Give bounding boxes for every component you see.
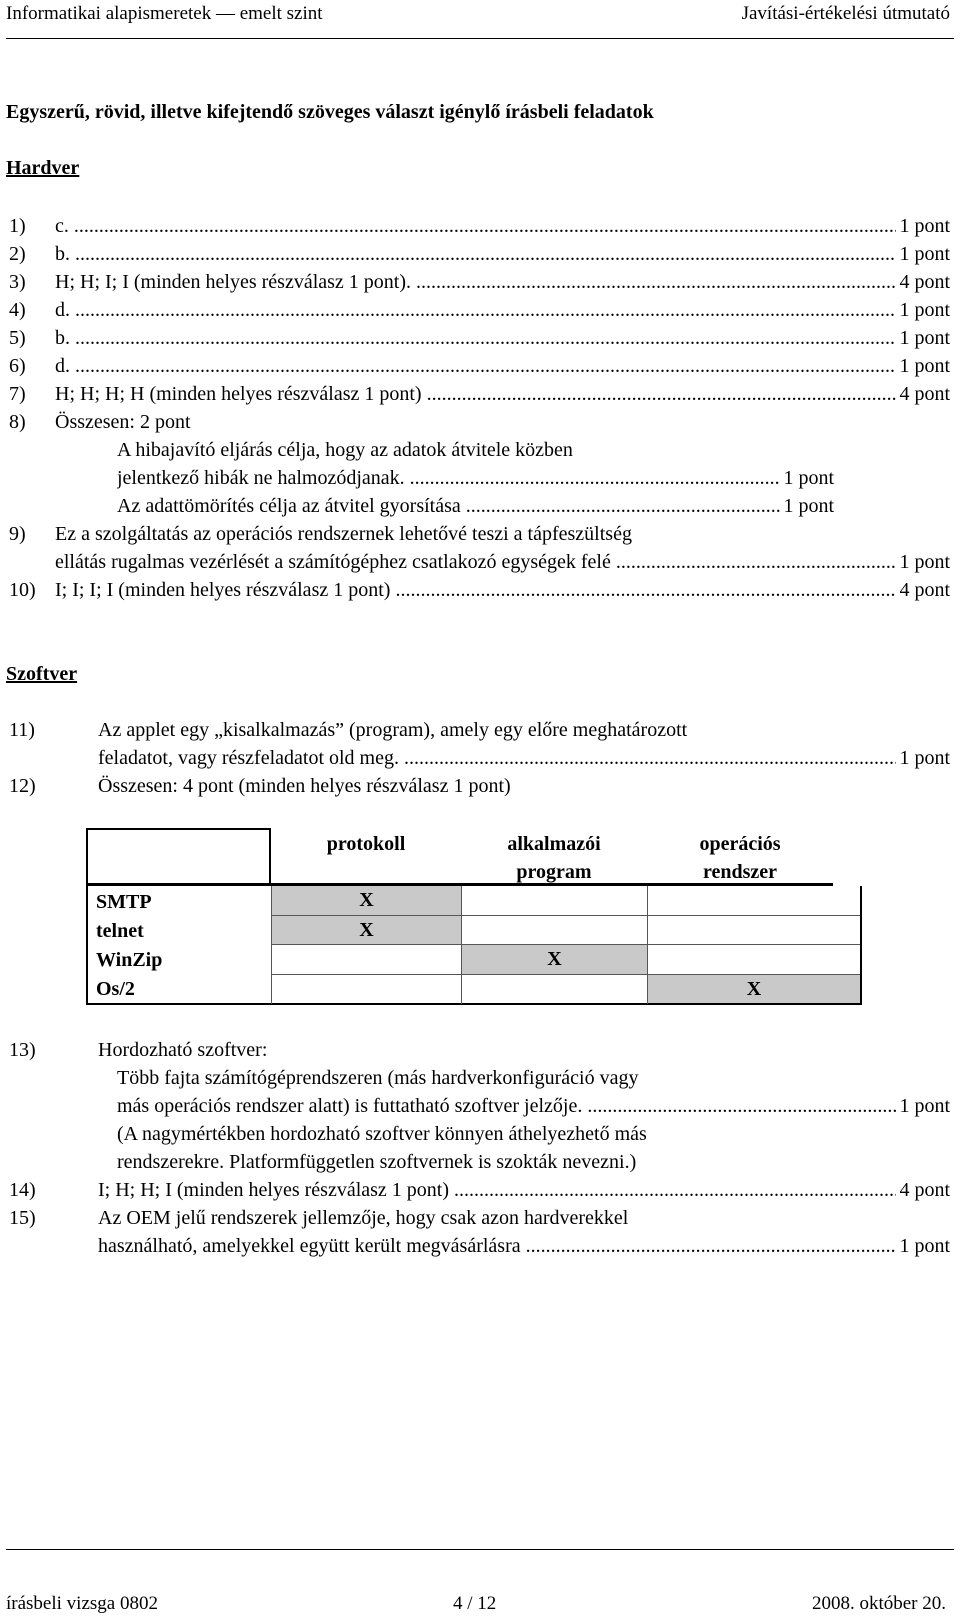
answer-line: [0, 1232, 960, 1260]
item-text: (A nagymértékben hordozható szoftver könnyen áthelyezhető más: [117, 1123, 647, 1145]
header-right: Javítási-értékelési útmutató: [741, 3, 950, 24]
item-points: 1 pont: [896, 744, 950, 772]
column-header: alkalmazói program: [507, 833, 601, 883]
item-text: Az OEM jelű rendszerek jellemzője, hogy csak azon hardverekkel: [98, 1207, 629, 1229]
page-number: 4 / 12: [453, 1593, 497, 1614]
answer-line: [0, 436, 960, 464]
x-mark: X: [359, 889, 374, 911]
item-text: feladatot, vagy részfeladatot old meg.: [98, 747, 399, 769]
footer-divider: [6, 1549, 954, 1550]
answer-item: [0, 1204, 960, 1232]
item-text: I; I; I; I (minden helyes részválasz 1 pont): [55, 579, 391, 601]
item-points: 1 pont: [896, 1232, 950, 1260]
item-text: Hordozható szoftver:: [98, 1039, 268, 1061]
item-number: 13): [9, 1039, 36, 1061]
item-number: 2): [9, 243, 26, 265]
item-points: 1 pont: [780, 492, 834, 520]
item-number: 15): [9, 1207, 36, 1229]
answer-item: [0, 772, 960, 800]
row-label: telnet: [96, 920, 144, 942]
item-number: 7): [9, 383, 26, 405]
answer-item: [0, 520, 960, 548]
answer-item: [0, 1176, 960, 1204]
section-heading-hardver: Hardver: [6, 157, 80, 179]
item-points: 1 pont: [896, 324, 950, 352]
item-text: ellátás rugalmas vezérlését a számítógéphez csatlakozó egységek felé: [55, 551, 611, 573]
answer-item: [0, 296, 960, 324]
answer-item: [0, 1036, 960, 1064]
answer-line: [0, 1064, 960, 1092]
item-text: Az applet egy „kisalkalmazás” (program), amely egy előre meghatározott: [98, 719, 688, 741]
answer-line: [0, 492, 960, 520]
item-text: jelentkező hibák ne halmozódjanak.: [117, 467, 405, 489]
item-points: 1 pont: [896, 1092, 950, 1120]
answer-item: [0, 212, 960, 240]
row-label: SMTP: [96, 891, 152, 913]
column-header: protokoll: [326, 833, 406, 855]
answer-line: [0, 1148, 960, 1176]
item-points: 1 pont: [896, 240, 950, 268]
item-points: 1 pont: [896, 212, 950, 240]
item-number: 12): [9, 775, 36, 797]
answer-item: [0, 408, 960, 436]
section-heading-szoftver: Szoftver: [6, 663, 78, 685]
header-divider: [6, 38, 954, 39]
item-text: A hibajavító eljárás célja, hogy az adatok átvitele közben: [117, 439, 573, 461]
item-text: Összesen: 2 pont: [55, 411, 191, 433]
item-number: 1): [9, 215, 26, 237]
item-points: 1 pont: [896, 352, 950, 380]
footer-date: 2008. október 20.: [811, 1593, 946, 1614]
item-text: Az adattömörítés célja az átvitel gyorsítása: [117, 495, 461, 517]
item-text: d.: [55, 299, 70, 321]
item-points: 4 pont: [896, 380, 950, 408]
item-text: Összesen: 4 pont (minden helyes részválasz 1 pont): [98, 775, 511, 797]
item-text: H; H; H; H (minden helyes részválasz 1 pont): [55, 383, 422, 405]
item-number: 11): [9, 719, 35, 741]
page-title: Egyszerű, rövid, illetve kifejtendő szöveges választ igénylő írásbeli feladatok: [6, 101, 654, 123]
row-label: WinZip: [96, 949, 163, 971]
answer-item: [0, 240, 960, 268]
answer-item: [0, 268, 960, 296]
answer-item: [0, 716, 960, 744]
item-text: Ez a szolgáltatás az operációs rendszernek lehetővé teszi a tápfeszültség: [55, 523, 632, 545]
item-text: b.: [55, 243, 70, 265]
item-text: rendszerekre. Platformfüggetlen szoftvernek is szokták nevezni.): [117, 1151, 637, 1173]
item-text: I; H; H; I (minden helyes részválasz 1 pont): [98, 1179, 450, 1201]
x-mark: X: [746, 978, 762, 1000]
answer-line: [0, 464, 960, 492]
item-number: 9): [9, 523, 26, 545]
item-text: H; H; I; I (minden helyes részválasz 1 pont).: [55, 271, 412, 293]
item-text: c.: [55, 215, 69, 237]
header-left: Informatikai alapismeretek — emelt szint: [6, 3, 323, 24]
column-header: operációs rendszer: [699, 833, 781, 883]
answer-item: [0, 324, 960, 352]
item-points: 1 pont: [780, 464, 834, 492]
answer-item: [0, 576, 960, 604]
answer-line: [0, 1092, 960, 1120]
item-number: 3): [9, 271, 26, 293]
answer-item: [0, 380, 960, 408]
table-corner-cell: [86, 828, 271, 886]
answer-line: [0, 744, 960, 772]
x-mark: X: [359, 919, 374, 941]
item-points: 4 pont: [896, 576, 950, 604]
answer-line: [0, 548, 960, 576]
item-text: más operációs rendszer alatt) is futtatható szoftver jelzője.: [117, 1095, 583, 1117]
answer-table: [86, 828, 862, 1036]
item-text: b.: [55, 327, 70, 349]
item-points: 1 pont: [896, 548, 950, 576]
item-number: 6): [9, 355, 26, 377]
item-text: használható, amelyekkel együtt került megvásárlásra: [98, 1235, 521, 1257]
footer-left: írásbeli vizsga 0802: [6, 1593, 158, 1614]
item-text: Több fajta számítógéprendszeren (más hardverkonfiguráció vagy: [117, 1067, 639, 1089]
row-label: Os/2: [96, 978, 135, 1000]
item-number: 4): [9, 299, 26, 321]
answer-line: [0, 1120, 960, 1148]
item-points: 4 pont: [896, 1176, 950, 1204]
x-mark: X: [547, 948, 562, 970]
item-number: 10): [9, 579, 36, 601]
item-text: d.: [55, 355, 70, 377]
item-points: 4 pont: [896, 268, 950, 296]
item-number: 5): [9, 327, 26, 349]
item-points: 1 pont: [896, 296, 950, 324]
item-number: 8): [9, 411, 26, 433]
item-number: 14): [9, 1179, 36, 1201]
answer-item: [0, 352, 960, 380]
